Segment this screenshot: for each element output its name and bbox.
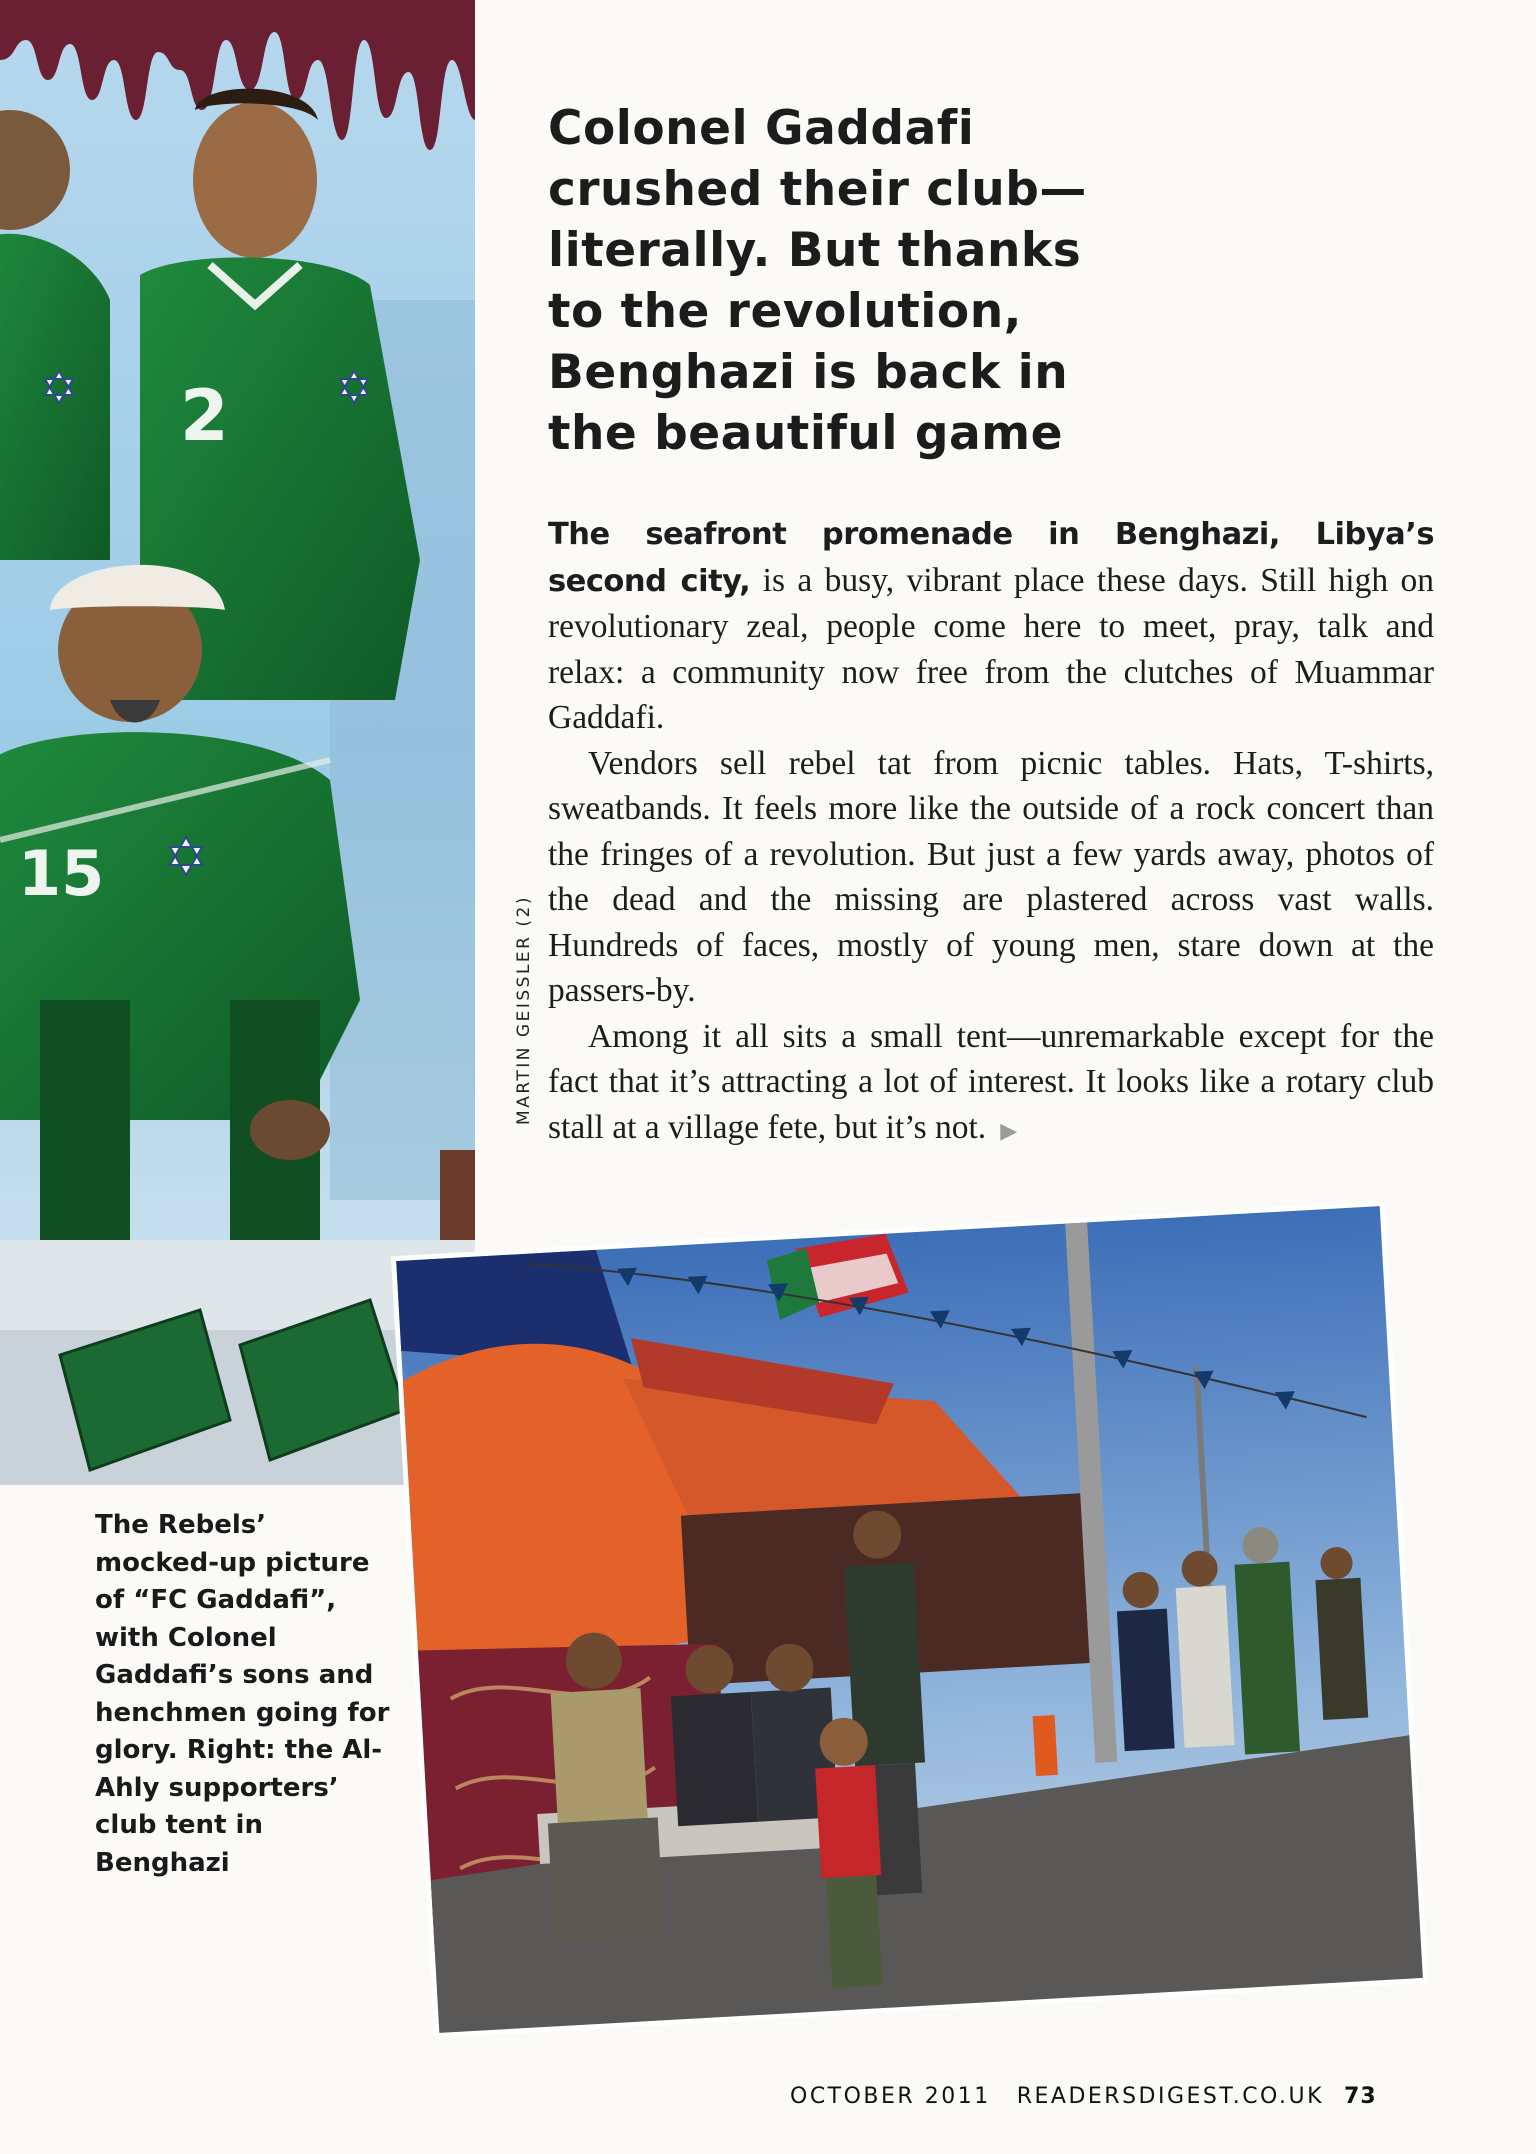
photo-credit-text: MARTIN GEISSLER (2) bbox=[514, 895, 534, 1125]
paragraph-3 bbox=[548, 1014, 1434, 1154]
photo-caption: The Rebels’ mocked-up picture of “FC Gaddafi”, with Colonel Gaddafi’s sons and henchmen going for glory. Right: the Al-Ahly supporters’ club tent in Benghazi bbox=[95, 1510, 390, 1878]
paragraph-1 bbox=[548, 511, 1434, 741]
jersey-number-2: 2 bbox=[180, 375, 229, 457]
paragraph-3-text: Among it all sits a small tent—unremarkable except for the fact that it’s attracting a lot of interest. It looks like a rotary club stall at a village fete, but it’s not. bbox=[548, 1017, 1434, 1146]
headline: Colonel Gaddafi crushed their club—literally. But thanks to the revolution, Benghazi is back in the beautiful game bbox=[548, 101, 1087, 461]
article-body bbox=[548, 511, 1434, 1153]
lead-in: The seafront promenade in Benghazi, Libya’s second city, bbox=[548, 517, 1434, 599]
page-footer bbox=[790, 2084, 1377, 2109]
paragraph-2: Vendors sell rebel tat from picnic tables. Hats, T-shirts, sweatbands. It feels more like the outside of a rock concert than the fringes of a revolution. But just a few yards away, photos of the dead and the missing are plastered across vast walls. Hundreds of faces, mostly of young men, stare down at the passers-by. bbox=[548, 744, 1434, 1009]
page-number: 73 bbox=[1344, 2084, 1377, 2109]
site-url: READERSDIGEST.CO.UK bbox=[1016, 2084, 1325, 2109]
issue-date: OCTOBER 2011 bbox=[790, 2084, 991, 2109]
jersey-number-15: 15 bbox=[18, 837, 105, 910]
club-tent-photo bbox=[387, 1203, 1432, 2036]
photo-credit bbox=[511, 865, 537, 1155]
paragraph-1-rest: is a busy, vibrant place these days. Still high on revolutionary zeal, people come here to meet, pray, talk and relax: a community now free from the clutches of Muammar Gaddafi. bbox=[548, 561, 1434, 736]
continue-arrow-icon: ▶ bbox=[1000, 1117, 1018, 1143]
